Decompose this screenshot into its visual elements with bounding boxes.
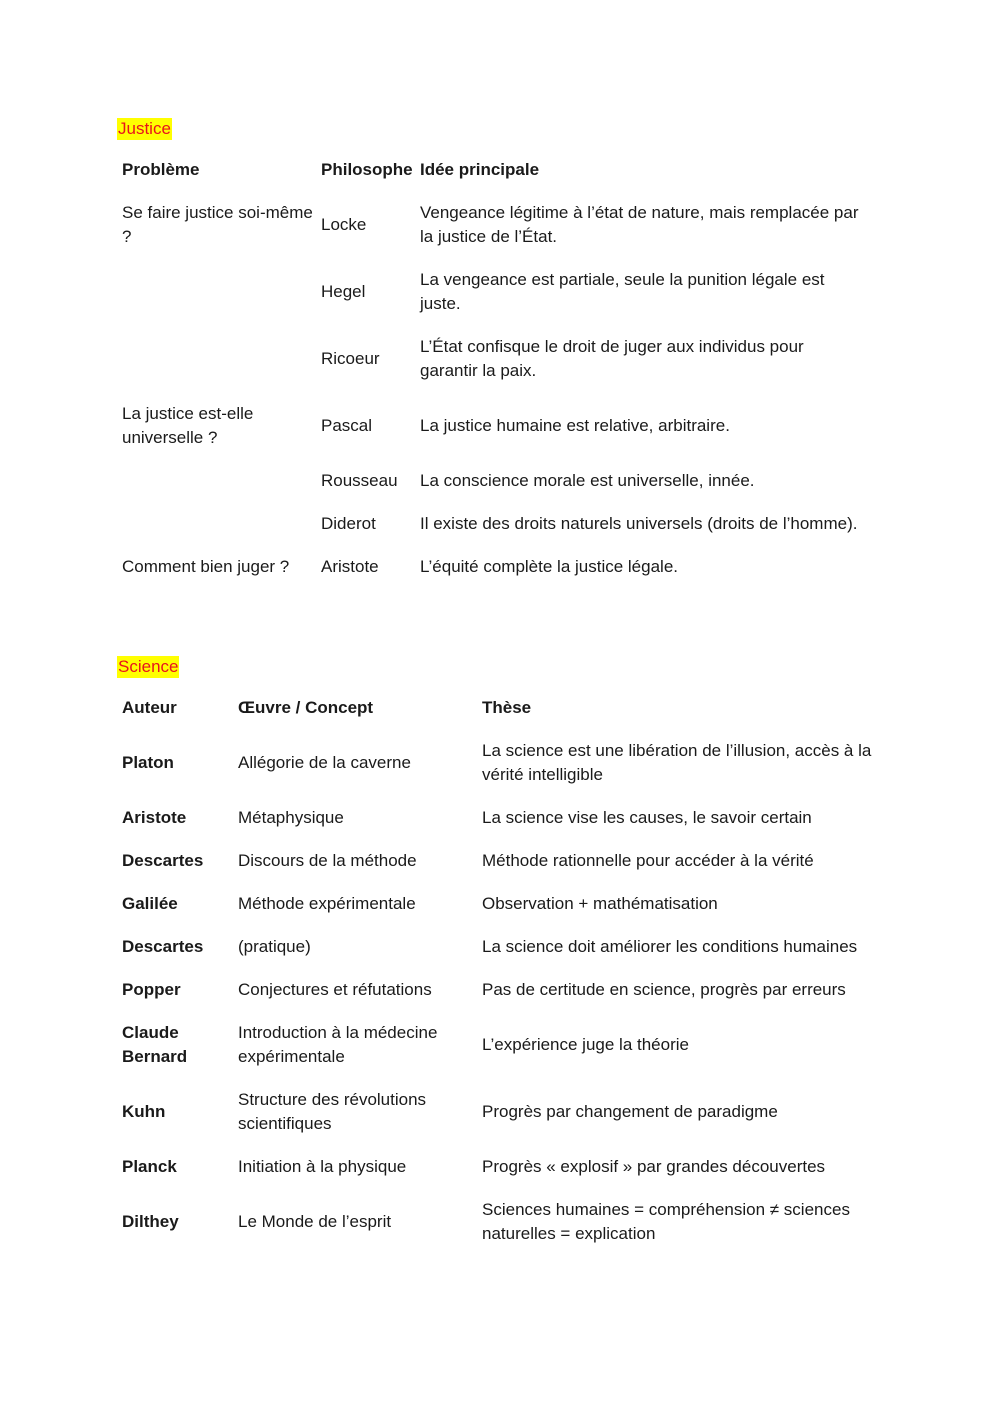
table-row xyxy=(122,1179,877,1246)
cell-probleme: Comment bien juger ? xyxy=(122,557,290,576)
cell-probleme: La justice est-elle universelle ? xyxy=(122,404,254,447)
cell-idee: La conscience morale est universelle, innée. xyxy=(420,471,755,490)
cell-auteur: Aristote xyxy=(122,808,187,827)
cell-these: Progrès « explosif » par grandes découvertes xyxy=(482,1157,826,1176)
cell-oeuvre: Conjectures et réfutations xyxy=(238,980,432,999)
table-row xyxy=(122,787,877,830)
cell-oeuvre: Structure des révolutions scientifiques xyxy=(238,1090,427,1133)
cell-auteur: Dilthey xyxy=(122,1212,179,1231)
cell-oeuvre: Allégorie de la caverne xyxy=(238,753,411,772)
table-row xyxy=(122,249,860,316)
column-header-probleme: Problème xyxy=(122,160,200,179)
cell-auteur: Popper xyxy=(122,980,181,999)
cell-oeuvre: Méthode expérimentale xyxy=(238,894,416,913)
cell-philosophe: Rousseau xyxy=(321,471,398,490)
science-table xyxy=(122,696,877,1246)
table-row xyxy=(122,1136,877,1179)
cell-philosophe: Diderot xyxy=(321,514,376,533)
column-header-these: Thèse xyxy=(482,698,532,717)
cell-probleme xyxy=(122,450,321,493)
cell-auteur: Descartes xyxy=(122,937,204,956)
cell-oeuvre: Métaphysique xyxy=(238,808,344,827)
cell-idee: La vengeance est partiale, seule la punition légale est juste. xyxy=(420,270,825,313)
cell-these: La science doit améliorer les conditions humaines xyxy=(482,937,858,956)
cell-oeuvre: Le Monde de l’esprit xyxy=(238,1212,392,1231)
cell-these: Sciences humaines = compréhension ≠ sciences naturelles = explication xyxy=(482,1200,850,1243)
table-row xyxy=(122,1069,877,1136)
table-row xyxy=(122,720,877,787)
cell-idee: L’État confisque le droit de juger aux individus pour garantir la paix. xyxy=(420,337,804,380)
table-row xyxy=(122,383,860,450)
cell-philosophe: Hegel xyxy=(321,282,366,301)
cell-probleme xyxy=(122,493,321,536)
cell-these: L’expérience juge la théorie xyxy=(482,1035,689,1054)
cell-these: Pas de certitude en science, progrès par erreurs xyxy=(482,980,846,999)
cell-auteur: Planck xyxy=(122,1157,177,1176)
cell-probleme xyxy=(122,316,321,383)
table-row xyxy=(122,1002,877,1069)
cell-idee: Il existe des droits naturels universels (droits de l’homme). xyxy=(420,514,858,533)
justice-table xyxy=(122,158,860,579)
cell-philosophe: Aristote xyxy=(321,557,379,576)
cell-philosophe: Ricoeur xyxy=(321,349,380,368)
cell-philosophe: Pascal xyxy=(321,416,373,435)
cell-auteur: Claude Bernard xyxy=(122,1023,188,1066)
cell-these: Progrès par changement de paradigme xyxy=(482,1102,778,1121)
section-heading-justice: Justice xyxy=(118,119,171,138)
cell-idee: L’équité complète la justice légale. xyxy=(420,557,678,576)
cell-oeuvre: (pratique) xyxy=(238,937,311,956)
cell-idee: La justice humaine est relative, arbitraire. xyxy=(420,416,730,435)
cell-these: La science est une libération de l’illusion, accès à la vérité intelligible xyxy=(482,741,872,784)
cell-philosophe: Locke xyxy=(321,215,367,234)
table-row xyxy=(122,873,877,916)
cell-probleme: Se faire justice soi-même ? xyxy=(122,203,313,246)
cell-these: La science vise les causes, le savoir certain xyxy=(482,808,812,827)
cell-idee: Vengeance légitime à l’état de nature, mais remplacée par la justice de l’État. xyxy=(420,203,859,246)
column-header-philosophe: Philosophe xyxy=(321,160,413,179)
cell-oeuvre: Discours de la méthode xyxy=(238,851,417,870)
cell-probleme xyxy=(122,249,321,316)
table-row xyxy=(122,182,860,249)
column-header-auteur: Auteur xyxy=(122,698,177,717)
cell-auteur: Descartes xyxy=(122,851,204,870)
table-row xyxy=(122,830,877,873)
column-header-idee: Idée principale xyxy=(420,160,540,179)
table-row xyxy=(122,916,877,959)
cell-oeuvre: Initiation à la physique xyxy=(238,1157,407,1176)
cell-auteur: Platon xyxy=(122,753,174,772)
cell-these: Méthode rationnelle pour accéder à la vérité xyxy=(482,851,814,870)
section-heading-science: Science xyxy=(118,657,179,676)
cell-these: Observation + mathématisation xyxy=(482,894,718,913)
cell-auteur: Galilée xyxy=(122,894,178,913)
column-header-oeuvre: Œuvre / Concept xyxy=(238,698,374,717)
cell-oeuvre: Introduction à la médecine expérimentale xyxy=(238,1023,438,1066)
table-row xyxy=(122,493,860,536)
table-row xyxy=(122,450,860,493)
table-row xyxy=(122,316,860,383)
table-row xyxy=(122,959,877,1002)
table-header-row xyxy=(122,158,860,182)
cell-auteur: Kuhn xyxy=(122,1102,166,1121)
table-row xyxy=(122,536,860,579)
table-header-row xyxy=(122,696,877,720)
